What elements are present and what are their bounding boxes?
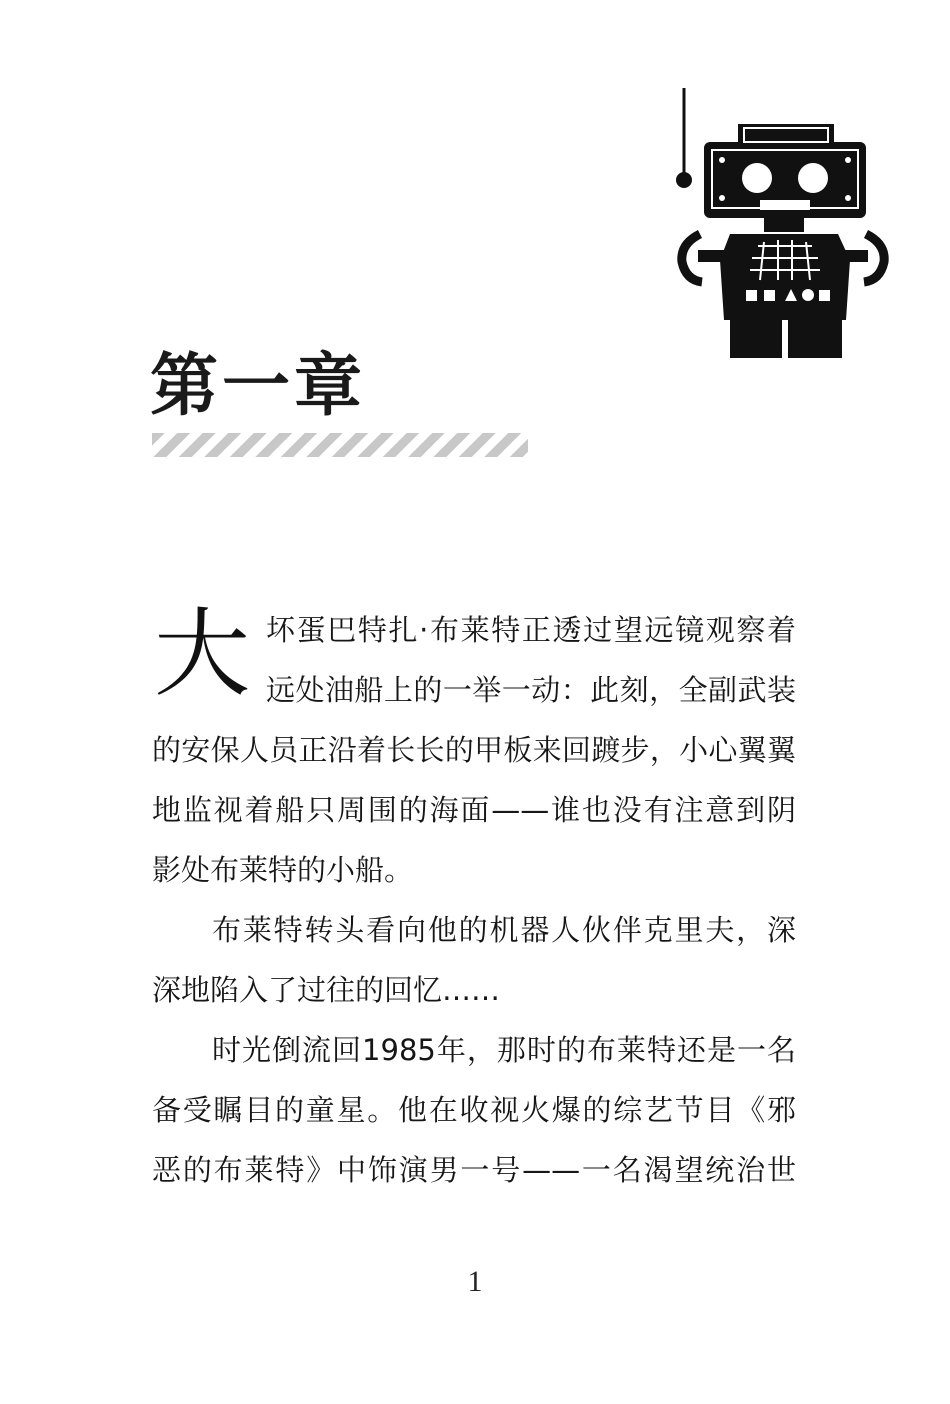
body-line: 时光倒流回1985年，那时的布莱特还是一名 — [212, 1033, 796, 1067]
body-line: 远处油船上的一举一动：此刻，全副武装 — [266, 673, 796, 707]
page-number: 1 — [467, 1265, 483, 1298]
body-line: 坏蛋巴特扎·布莱特正透过望远镜观察着 — [266, 613, 796, 647]
body-line: 深地陷入了过往的回忆…… — [152, 973, 501, 1007]
drop-cap: 大 — [154, 598, 250, 710]
body-line: 影处布莱特的小船。 — [152, 853, 414, 887]
body-line: 的安保人员正沿着长长的甲板来回踱步，小心翼翼 — [152, 733, 796, 767]
body-line: 恶的布莱特》中饰演男一号——一名渴望统治世 — [152, 1153, 796, 1187]
chapter-title: 第一章 — [150, 346, 367, 426]
robot-icon — [668, 84, 890, 360]
title-divider — [152, 433, 528, 457]
body-line: 布莱特转头看向他的机器人伙伴克里夫，深 — [212, 913, 796, 947]
body-line: 备受瞩目的童星。他在收视火爆的综艺节目《邪 — [152, 1093, 796, 1127]
body-line: 地监视着船只周围的海面——谁也没有注意到阴 — [152, 793, 796, 827]
